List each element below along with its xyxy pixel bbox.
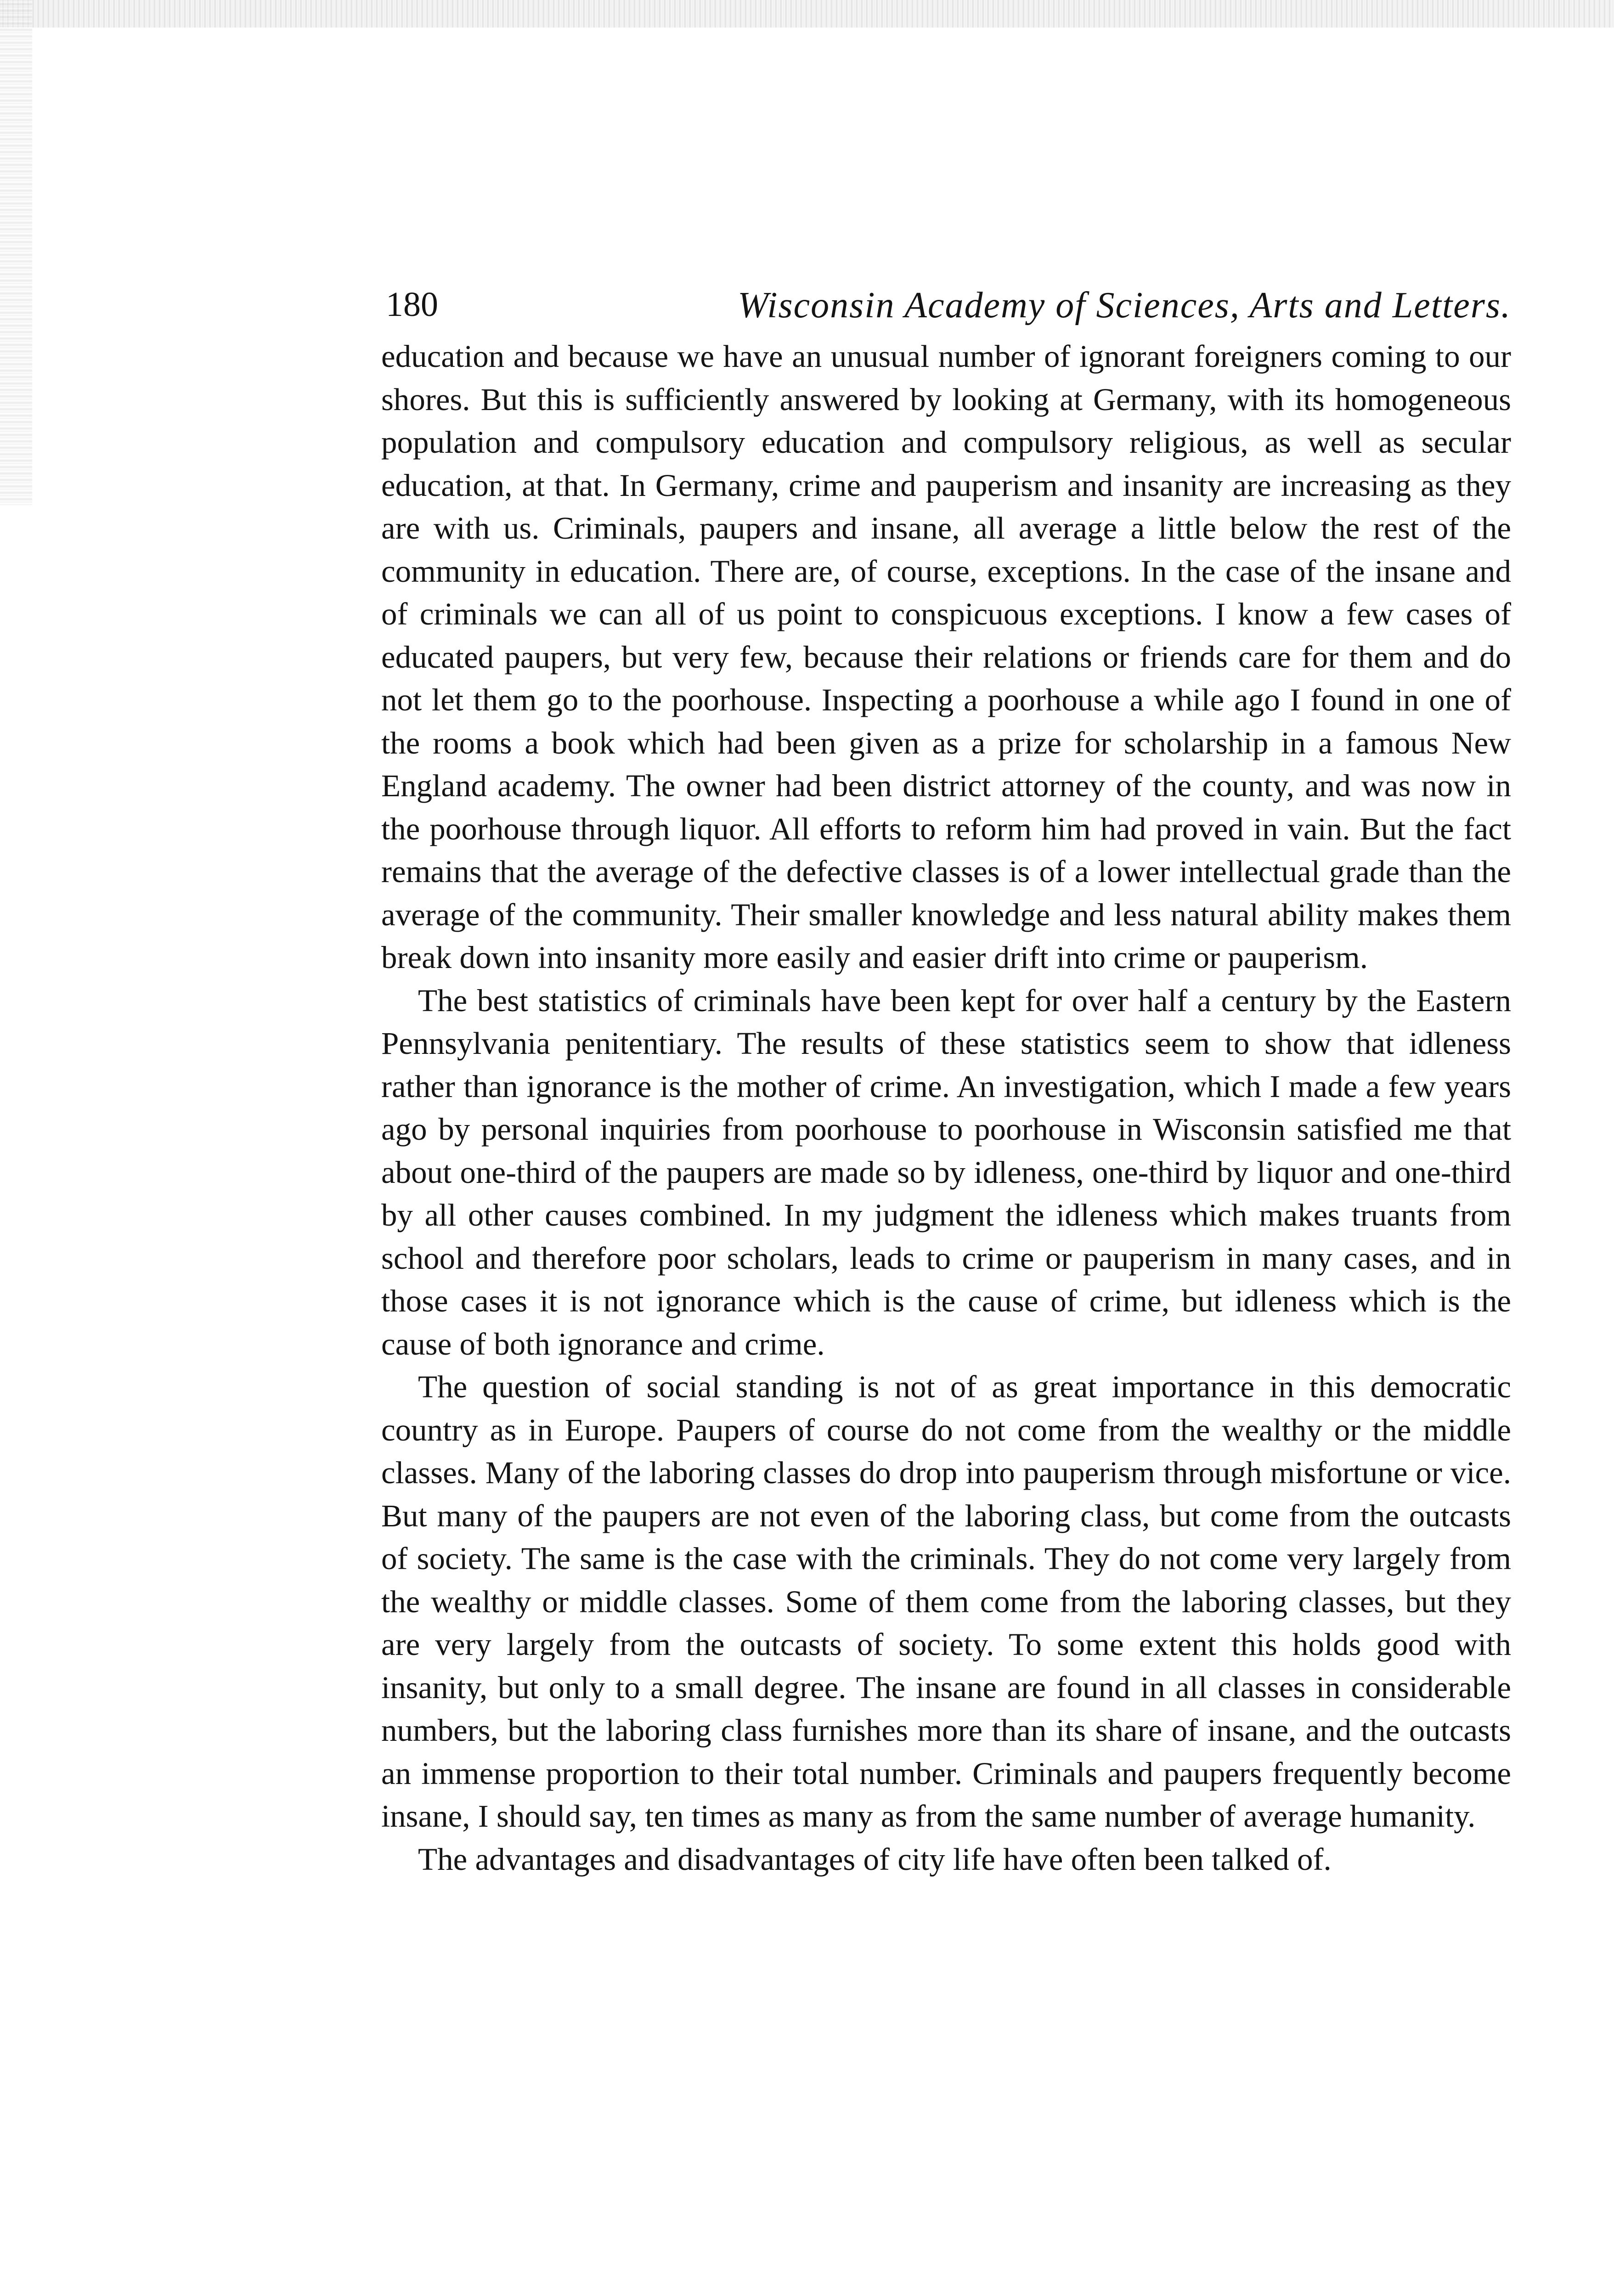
page-number: 180 <box>386 285 438 324</box>
body-text <box>381 335 1511 1881</box>
paragraph-statistics: The best statistics of criminals have been kept for over half a century by the Eastern Pennsylvania penitentiary. The results of these statistics seem to show that idleness rather than ignorance is the mother of crime. An investigation, which I made a few years ago by personal inquiries from poorhouse to poorhouse in Wisconsin satisfied me that about one-third of the paupers are made so by idleness, one-third by liquor and one-third by all other causes combined. In my judgment the idleness which makes truants from school and therefore poor scholars, leads to crime or pauperism in many cases, and in those cases it is not ignorance which is the cause of crime, but idleness which is the cause of both ignorance and crime. <box>381 983 1511 1362</box>
paragraph-social-standing: The question of social standing is not of as great importance in this democratic country as in Europe. Paupers of course do not come from the wealthy or the middle classes. Many of the laboring classes do drop into pauperism through misfortune or vice. But many of the paupers are not even of the laboring class, but come from the outcasts of society. The same is the case with the criminals. They do not come very largely from the wealthy or middle classes. Some of them come from the laboring classes, but they are very largely from the outcasts of society. To some extent this holds good with insanity, but only to a small degree. The insane are found in all classes in considerable numbers, but the laboring class furnishes more than its share of insane, and the outcasts an immense proportion to their total number. Criminals and paupers frequently become insane, I should say, ten times as many as from the same number of average humanity. <box>381 1369 1511 1834</box>
journal-title: Wisconsin Academy of Sciences, Arts and Letters. <box>738 285 1511 326</box>
page-content <box>381 276 1511 1881</box>
scan-edge-top <box>0 0 1614 28</box>
paragraph-city-life: The advantages and disadvantages of city life have often been talked of. <box>418 1841 1332 1877</box>
scan-edge-left <box>0 0 32 505</box>
paragraph-continued: education and because we have an unusual number of ignorant foreigners coming to our shores. But this is sufficiently answered by looking at Germany, with its homogeneous population and compulsory education and compulsory religious, as well as secular education, at that. In Germany, crime and pauperism and insanity are increasing as they are with us. Criminals, paupers and insane, all average a little below the rest of the community in education. There are, of course, exceptions. In the case of the insane and of criminals we can all of us point to conspicuous exceptions. I know a few cases of educated paupers, but very few, because their relations or friends care for them and do not let them go to the poorhouse. Inspecting a poorhouse a while ago I found in one of the rooms a book which had been given as a prize for scholarship in a famous New England academy. The owner had been district attorney of the county, and was now in the poorhouse through liquor. All efforts to reform him had proved in vain. But the fact remains that the average of the defective classes is of a lower intellectual grade than the average of the community. Their smaller knowledge and less natural ability makes them break down into insanity more easily and easier drift into crime or pauperism. <box>381 339 1511 975</box>
running-head <box>381 276 1511 331</box>
